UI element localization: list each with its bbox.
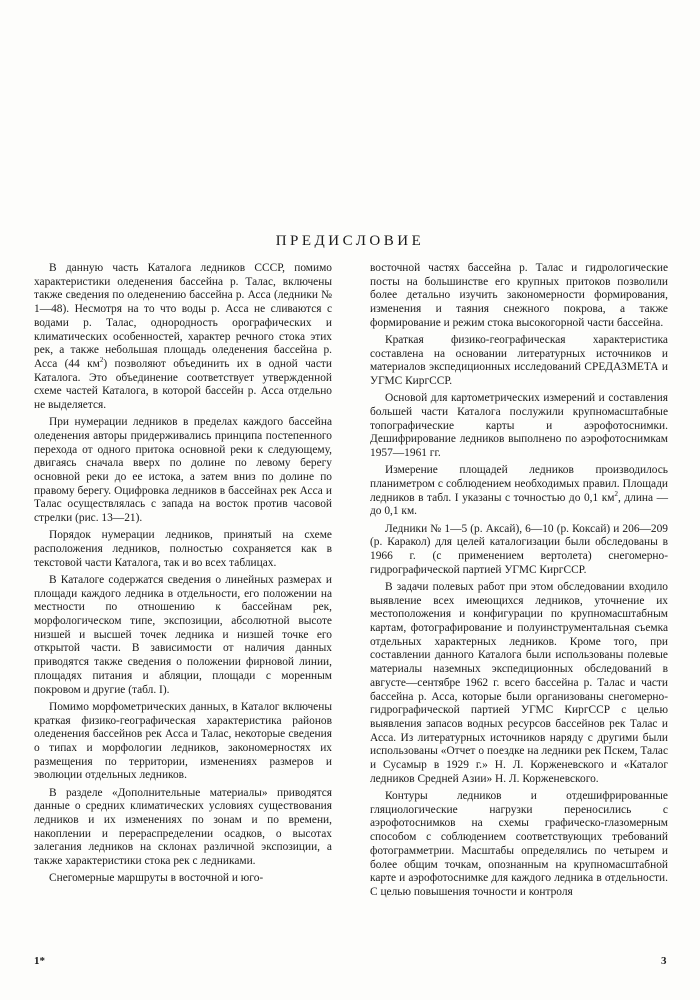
left-column [34,262,332,889]
paragraph: восточной частях бассейна р. Талас и гидрологические посты на большинстве его крупных притоков позволили более детально изучить закономерности формирования, изменения и таяния снежного покрова, а также формирование и режим стока высокогорной части бассейна. [370,262,668,329]
paragraph: Порядок нумерации ледников, принятый на схеме расположения ледников, полностью сохраняется как в текстовой части Каталога, так и во всех таблицах. [34,529,332,569]
paragraph-text: В данную часть Каталога ледников СССР, помимо характеристики оледенения бассейна р. Талас, включены также сведения по оледенению бассейна р. Асса (ледники № 1—48). Несмотря на то что воды р. Асса не сливаются с водами р. Талас, однородность орографических и климатических особенностей, характер речного стока этих рек, а также небольшая площадь оледенения бассейна р. Асса (44 км [34,262,332,370]
paragraph: Снегомерные маршруты в восточной и юго- [49,872,264,885]
paragraph: Помимо морфометрических данных, в Каталог включены краткая физико-географическая характеристика районов оледенения бассейнов рек Асса и Талас, некоторые сведения о типах и морфологии ледников, закономерностях их размещения по территории, изменениях размеров и эволюции отдельных ледников. [34,700,332,782]
paragraph: Основой для картометрических измерений и составления большей части Каталога послужили крупномасштабные топографические карты и аэрофотоснимки. Дешифрирование ледников выполнено по аэрофотоснимкам 1957—1961 гг. [370,392,668,460]
paragraph: Краткая физико-географическая характеристика составлена на основании литературных источников и материалов экспедиционных исследований СРЕДАЗМЕТА и УГМС КиргССР. [370,334,668,388]
paragraph [370,464,668,519]
paragraph: В разделе «Дополнительные материалы» приводятся данные о средних климатических условиях существования ледников и их изменениях по зонам и по времени, накоплении и перераспределении осадков, о высотах залегания ледников на склонах различной экспозиции, а также характеристики стока рек с ледниками. [34,786,332,868]
paragraph: В задачи полевых работ при этом обследовании входило выявление всех имеющихся ледников, уточнение их местоположения и конфигурации по крупномасштабным картам, фотографирование и полуинструментальная съемка отдельных характерных ледников. Кроме того, при составлении данного Каталога были использованы полевые материалы наземных экспедиционных обследований в августе—сентябре 1962 г. всего бассейна р. Талас и части бассейна р. Асса, которые были организованы снегомерно-гидрографической партией УГМС КиргССР с целью выявления запасов водных ресурсов бассейнов рек Талас и Асса. Из литературных источников наряду с другими были использованы «Отчет о поездке на ледники рек Пскем, Талас и Сусамыр в 1929 г.» Н. Л. Корженевского и «Каталог ледников Средней Азии» Н. Л. Корженевского. [370,580,668,785]
page-title: ПРЕДИСЛОВИЕ [275,233,425,249]
paragraph [34,262,332,413]
page-number: 3 [661,955,667,967]
paragraph-text: , длина — до 0,1 км. [370,491,668,518]
folio-signature: 1* [34,955,45,967]
paragraph-text: ) позволяют объединить их в одной части Каталога. Это объединение соответствует утвержденной схеме частей Каталога, в которой бассейн р. Асса отдельно не выделяется. [34,357,332,412]
paragraph-text: Измерение площадей ледников производилось планиметром с соблюдением необходимых правил. Площади ледников в табл. I указаны с точностью до 0,1 км [370,464,668,504]
paragraph: В Каталоге содержатся сведения о линейных размерах и площади каждого ледника в отдельности, его положении на местности по отношению к бассейнам рек, морфологическом типе, экспозиции, абсолютной высоте низшей и высшей точек ледника и низшей точке его открытой части. В зависимости от наличия данных приводятся также сведения о положении фирновой линии, площадях питания и абляции, площади с моренным покровом и другие (табл. I). [34,573,332,696]
superscript: 2 [614,489,618,498]
right-column [370,262,668,903]
paragraph: Ледники № 1—5 (р. Аксай), 6—10 (р. Коксай) и 206—209 (р. Каракол) для целей каталогизации были обследованы в 1966 г. (с применением вертолета) снегомерно-гидрографической партией УГМС КиргССР. [370,522,668,576]
paragraph: Контуры ледников и отдешифрированные гляциологические нагрузки переносились с аэрофотоснимков на схемы графическо-глазомерным способом с соблюдением соответствующих требований фотограмметрии. Масштабы определялись по четырем и более общим точкам, опознанным на крупномасштабной карте и аэрофотоснимке для каждого ледника в отдельности. С целью повышения точности и контроля [370,790,668,898]
superscript: 2 [99,356,104,365]
paragraph: При нумерации ледников в пределах каждого бассейна оледенения авторы придерживались принципа постепенного перехода от одного притока основной реки к следующему, двигаясь сначала вверх по долине по левому берегу основной реки до ее истока, а затем вниз по долине по правому берегу. Оцифровка ледников в бассейнах рек Асса и Талас осуществлялась с запада на восток против часовой стрелки (рис. 13—21). [34,416,332,525]
